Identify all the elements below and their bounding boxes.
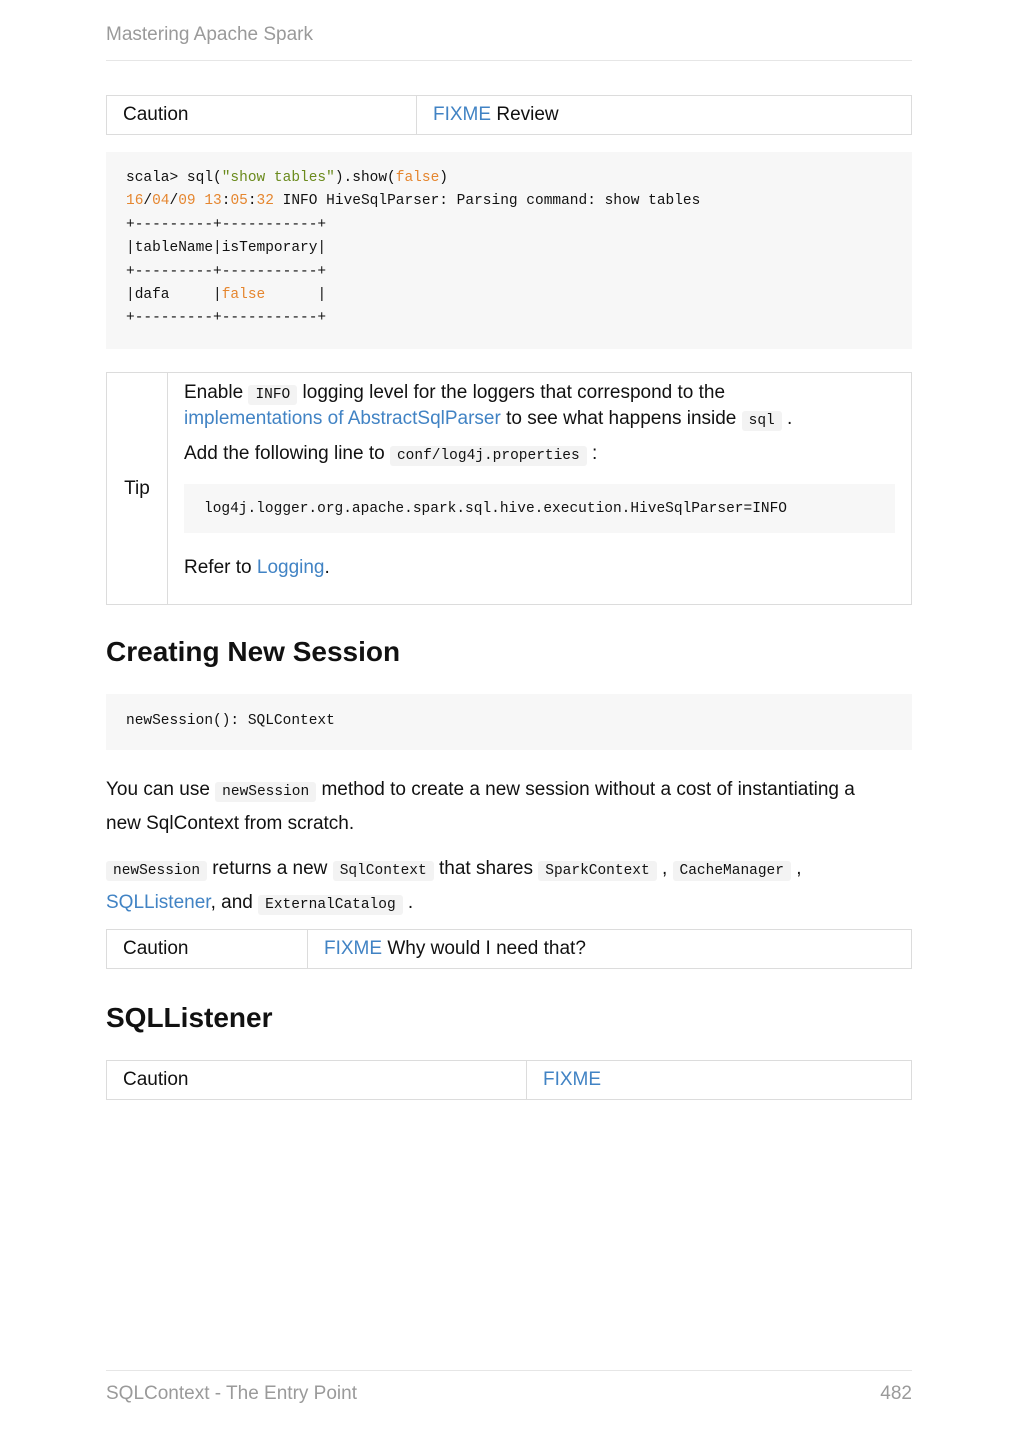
tip-text: . xyxy=(324,557,330,578)
code-text: INFO HiveSqlParser: Parsing command: show tables xyxy=(273,193,701,210)
caution-body xyxy=(527,1061,617,1099)
tip-text: : xyxy=(586,443,598,464)
code-keyword: false xyxy=(395,170,440,186)
tip-text: Enable xyxy=(184,382,249,403)
caution-body xyxy=(417,96,575,134)
externalcatalog-code: ExternalCatalog xyxy=(258,895,403,915)
caution-label: Caution xyxy=(107,1061,527,1099)
tip-text: logging level for the loggers that correspond to the xyxy=(297,382,726,403)
code-line-2 xyxy=(126,193,700,209)
footer-page-number: 482 xyxy=(880,1383,912,1404)
para-text: , and xyxy=(210,892,259,913)
caution-box-review xyxy=(106,95,912,135)
abstract-sql-parser-link[interactable]: implementations of AbstractSqlParser xyxy=(184,408,501,429)
new-session-code: newSession xyxy=(215,782,316,802)
log4j-properties-code: conf/log4j.properties xyxy=(390,446,587,466)
code-number: 32 xyxy=(256,193,274,210)
page-footer xyxy=(106,1370,912,1405)
caution-text: Why would I need that? xyxy=(382,938,586,959)
tip-paragraph-1 xyxy=(184,381,896,433)
caution-box-sqllistener xyxy=(106,1060,912,1100)
code-number: 16 xyxy=(126,193,144,210)
caution-label: Caution xyxy=(107,930,308,968)
tip-box xyxy=(106,372,912,605)
code-text: scala> sql( xyxy=(126,170,222,186)
para-text: You can use xyxy=(106,779,216,800)
code-keyword: false xyxy=(221,287,266,304)
tip-text: to see what happens inside xyxy=(500,408,742,429)
code-line-6 xyxy=(126,287,326,303)
code-number: 13 xyxy=(204,193,222,210)
caution-box-why xyxy=(106,929,912,969)
para-text: method to create a new session without a cost of instantiating a xyxy=(316,779,855,800)
code-number: 09 xyxy=(178,193,196,210)
para-text: that shares xyxy=(433,858,539,879)
code-text: | xyxy=(265,287,327,304)
fixme-link[interactable]: FIXME xyxy=(543,1069,602,1090)
fixme-link[interactable]: FIXME xyxy=(433,104,492,125)
code-block-show-tables xyxy=(106,152,912,349)
tip-text: Add the following line to xyxy=(184,443,390,464)
para-text: , xyxy=(656,858,673,879)
tip-paragraph-2 xyxy=(184,443,896,465)
code-line-3: +---------+-----------+ xyxy=(126,216,327,233)
caution-text: Review xyxy=(491,104,559,125)
code-line-1 xyxy=(126,170,448,186)
code-text: : xyxy=(247,193,257,210)
code-number: 05 xyxy=(230,193,248,210)
tip-text: . xyxy=(781,408,793,429)
logging-link[interactable]: Logging xyxy=(256,557,325,578)
code-line-7: +---------+-----------+ xyxy=(126,310,327,327)
info-code: INFO xyxy=(248,385,297,405)
code-text: |dafa | xyxy=(126,287,222,304)
code-text: / xyxy=(143,193,153,210)
tip-code-block: log4j.logger.org.apache.spark.sql.hive.execution.HiveSqlParser=INFO xyxy=(184,484,895,533)
code-text: / xyxy=(169,193,179,210)
paragraph-new-session-2 xyxy=(106,853,912,921)
code-line-5: +---------+-----------+ xyxy=(126,263,327,280)
code-text: ).show( xyxy=(334,170,396,186)
para-text: , xyxy=(790,858,802,879)
code-block-new-session: newSession(): SQLContext xyxy=(106,694,912,750)
paragraph-new-session-1 xyxy=(106,774,912,839)
code-number: 04 xyxy=(152,193,170,210)
tip-text: Refer to xyxy=(184,557,257,578)
sql-code: sql xyxy=(742,411,782,431)
code-line-4: |tableName|isTemporary| xyxy=(126,240,327,257)
para-text: returns a new xyxy=(207,858,333,879)
page-header: Mastering Apache Spark xyxy=(106,24,912,61)
sqlcontext-code: SqlContext xyxy=(333,861,434,881)
caution-body xyxy=(308,930,602,968)
new-session-code: newSession xyxy=(106,861,207,881)
para-text: . xyxy=(402,892,414,913)
cachemanager-code: CacheManager xyxy=(673,861,791,881)
caution-label: Caution xyxy=(107,96,417,134)
fixme-link[interactable]: FIXME xyxy=(324,938,383,959)
code-string: "show tables" xyxy=(221,170,335,186)
para-text: new SqlContext from scratch. xyxy=(106,813,355,834)
tip-label: Tip xyxy=(107,373,168,604)
section-heading-creating-new-session: Creating New Session xyxy=(106,636,401,667)
code-text: ) xyxy=(439,170,448,186)
section-heading-sqllistener: SQLListener xyxy=(106,1002,273,1033)
sqllistener-link[interactable]: SQLListener xyxy=(106,892,211,913)
sparkcontext-code: SparkContext xyxy=(538,861,656,881)
code-text: : xyxy=(221,193,231,210)
tip-paragraph-3 xyxy=(184,557,896,579)
footer-chapter-title: SQLContext - The Entry Point xyxy=(106,1383,357,1404)
